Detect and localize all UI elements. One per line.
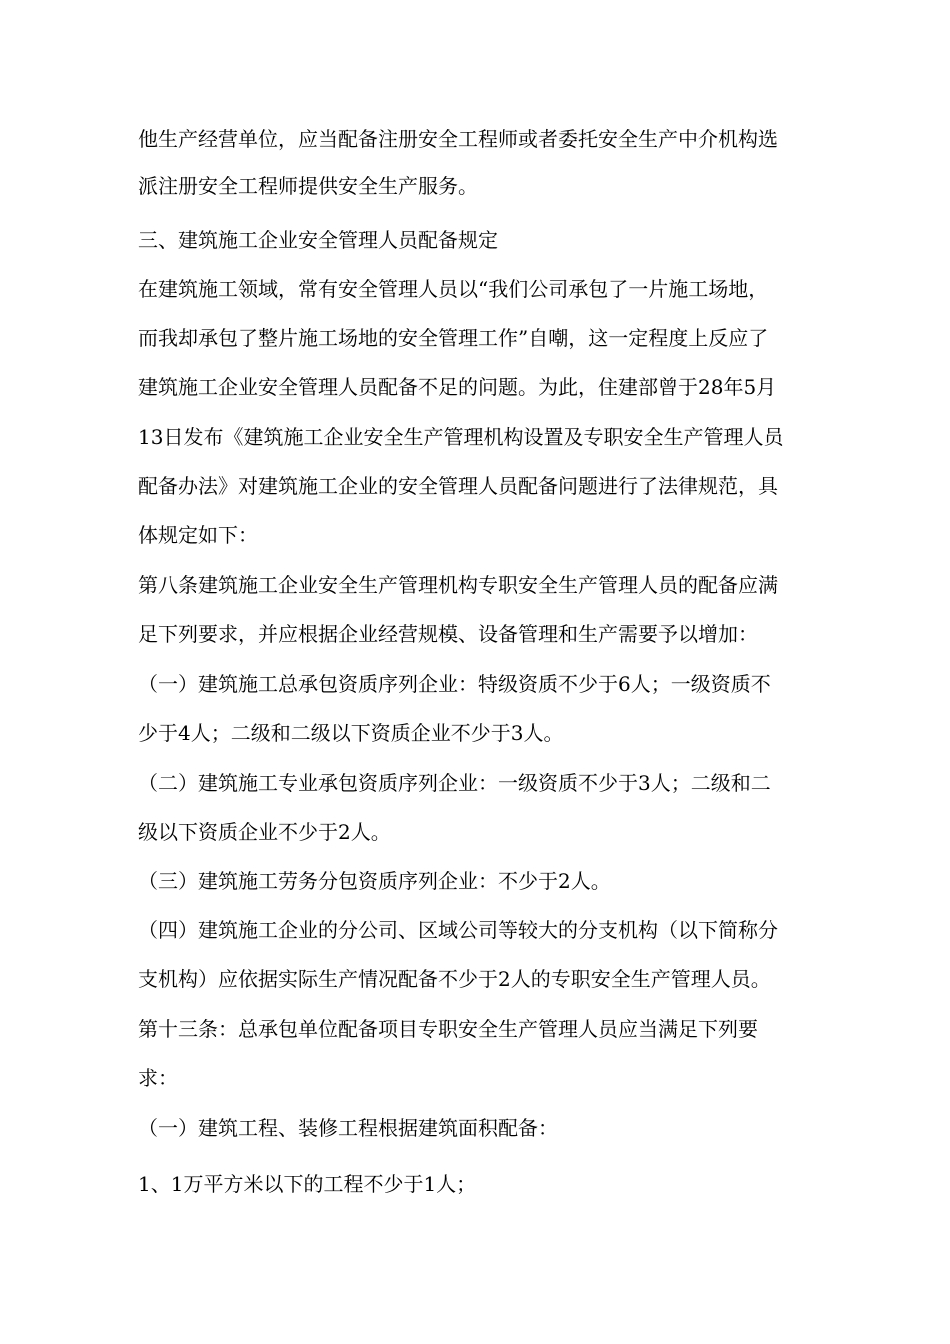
text-line: 配备办法》对建筑施工企业的安全管理人员配备问题进行了法律规范，具 <box>138 474 778 498</box>
text-line: 他生产经营单位，应当配备注册安全工程师或者委托安全生产中介机构选 <box>138 127 778 151</box>
text-line: 足下列要求，并应根据企业经营规模、设备管理和生产需要予以增加： <box>138 622 758 646</box>
list-item: 1、1万平方米以下的工程不少于1人； <box>138 1172 477 1196</box>
text-line: 体规定如下： <box>138 523 258 547</box>
text-line: 而我却承包了整片施工场地的安全管理工作”自嘲，这一定程度上反应了 <box>138 326 769 350</box>
text-line: 建筑施工企业安全管理人员配备不足的问题。为此，住建部曾于28年5月 <box>138 375 777 399</box>
text-line: 第十三条：总承包单位配备项目专职安全生产管理人员应当满足下列要 <box>138 1017 758 1041</box>
list-item: （一）建筑施工总承包资质序列企业：特级资质不少于6人；一级资质不 <box>138 672 771 696</box>
text-line: 支机构）应依据实际生产情况配备不少于2人的专职安全生产管理人员。 <box>138 967 771 991</box>
text-line: 级以下资质企业不少于2人。 <box>138 820 391 844</box>
text-line: 少于4人；二级和二级以下资质企业不少于3人。 <box>138 721 564 745</box>
list-item: （四）建筑施工企业的分公司、区域公司等较大的分支机构（以下简称分 <box>138 918 778 942</box>
text-line: 求： <box>138 1066 178 1090</box>
section-heading: 三、建筑施工企业安全管理人员配备规定 <box>138 228 498 252</box>
list-item: （一）建筑工程、装修工程根据建筑面积配备： <box>138 1116 558 1140</box>
list-item: （二）建筑施工专业承包资质序列企业：一级资质不少于3人；二级和二 <box>138 771 771 795</box>
text-line: 派注册安全工程师提供安全生产服务。 <box>138 174 478 198</box>
list-item: （三）建筑施工劳务分包资质序列企业：不少于2人。 <box>138 869 611 893</box>
text-line: 在建筑施工领域，常有安全管理人员以“我们公司承包了一片施工场地， <box>138 277 769 301</box>
text-line: 13日发布《建筑施工企业安全生产管理机构设置及专职安全生产管理人员 <box>138 425 784 449</box>
text-line: 第八条建筑施工企业安全生产管理机构专职安全生产管理人员的配备应满 <box>138 573 778 597</box>
